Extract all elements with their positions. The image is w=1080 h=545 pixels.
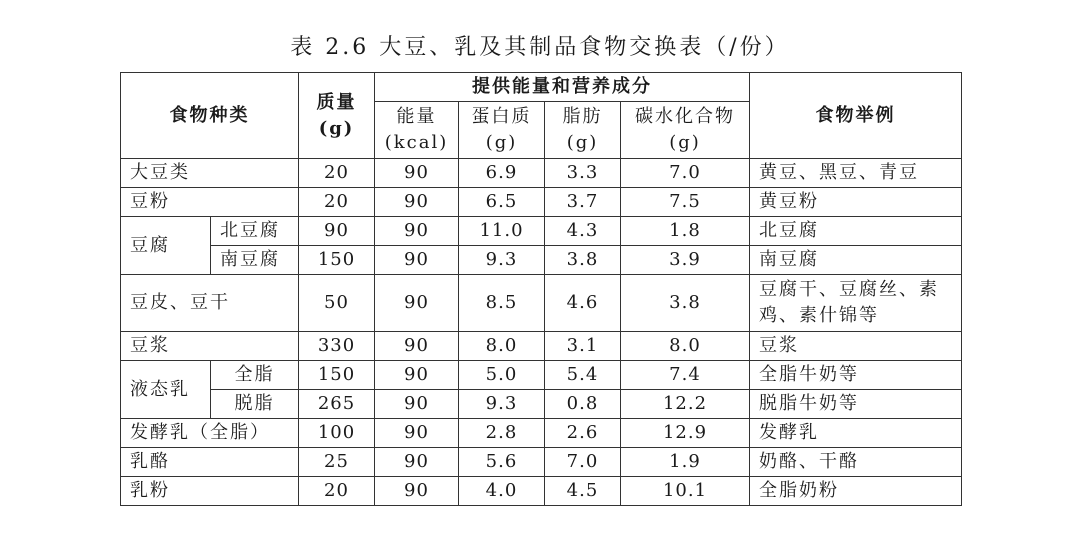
row-protein: 11.0 (459, 217, 545, 246)
header-energy-label: 能量 (396, 106, 437, 127)
table-row (121, 275, 962, 332)
row-carb: 7.0 (621, 159, 750, 188)
row-mass: 150 (299, 246, 375, 275)
header-fat-label: 脂肪 (562, 106, 603, 127)
row-carb: 3.8 (621, 275, 750, 332)
header-nutrition-group: 提供能量和营养成分 (375, 73, 750, 102)
row-protein: 5.6 (459, 448, 545, 477)
row-fat: 3.1 (545, 332, 621, 361)
header-carb-unit: (g) (669, 132, 701, 153)
header-carb-label: 碳水化合物 (635, 106, 735, 127)
row-protein: 9.3 (459, 246, 545, 275)
table-row (121, 361, 962, 390)
row-energy: 90 (375, 246, 459, 275)
header-mass (299, 73, 375, 159)
row-protein: 6.5 (459, 188, 545, 217)
row-example: 豆浆 (750, 332, 962, 361)
header-mass-label: 质量 (316, 91, 357, 113)
row-example: 黄豆粉 (750, 188, 962, 217)
row-subname: 全脂 (211, 361, 299, 390)
header-fat (545, 102, 621, 159)
row-fat: 7.0 (545, 448, 621, 477)
row-mass: 150 (299, 361, 375, 390)
row-subname: 南豆腐 (211, 246, 299, 275)
row-carb: 7.5 (621, 188, 750, 217)
row-subname: 脱脂 (211, 390, 299, 419)
header-energy (375, 102, 459, 159)
row-fat: 2.6 (545, 419, 621, 448)
row-mass: 330 (299, 332, 375, 361)
row-energy: 90 (375, 159, 459, 188)
row-fat: 3.8 (545, 246, 621, 275)
row-name: 乳酪 (121, 448, 299, 477)
header-mass-unit: (g) (318, 117, 355, 139)
row-energy: 90 (375, 188, 459, 217)
row-energy: 90 (375, 477, 459, 506)
table-row (121, 477, 962, 506)
row-energy: 90 (375, 419, 459, 448)
row-mass: 25 (299, 448, 375, 477)
header-protein-unit: (g) (485, 132, 518, 153)
table-row (121, 332, 962, 361)
row-example: 南豆腐 (750, 246, 962, 275)
table-row (121, 246, 962, 275)
row-mass: 90 (299, 217, 375, 246)
row-mass: 20 (299, 159, 375, 188)
row-example: 发酵乳 (750, 419, 962, 448)
row-carb: 12.2 (621, 390, 750, 419)
row-mass: 20 (299, 477, 375, 506)
table-caption: 表 2.6 大豆、乳及其制品食物交换表（/份） (290, 35, 790, 60)
row-fat: 0.8 (545, 390, 621, 419)
row-carb: 7.4 (621, 361, 750, 390)
row-fat: 4.3 (545, 217, 621, 246)
row-example-line: 鸡、素什锦等 (759, 305, 879, 326)
row-energy: 90 (375, 332, 459, 361)
row-example: 黄豆、黑豆、青豆 (750, 159, 962, 188)
row-example: 北豆腐 (750, 217, 962, 246)
header-examples: 食物举例 (750, 73, 962, 159)
table-row (121, 188, 962, 217)
row-protein: 6.9 (459, 159, 545, 188)
row-fat: 3.7 (545, 188, 621, 217)
table-row (121, 159, 962, 188)
header-carb (621, 102, 750, 159)
header-protein (459, 102, 545, 159)
table-row (121, 419, 962, 448)
row-protein: 9.3 (459, 390, 545, 419)
row-protein: 5.0 (459, 361, 545, 390)
row-mass: 20 (299, 188, 375, 217)
row-energy: 90 (375, 275, 459, 332)
food-exchange-table (120, 72, 962, 506)
header-fat-unit: (g) (566, 132, 599, 153)
row-protein: 4.0 (459, 477, 545, 506)
row-example: 奶酪、干酪 (750, 448, 962, 477)
row-mass: 50 (299, 275, 375, 332)
table-row (121, 390, 962, 419)
row-carb: 12.9 (621, 419, 750, 448)
row-protein: 8.0 (459, 332, 545, 361)
header-energy-unit: (kcal) (384, 132, 449, 153)
row-fat: 4.6 (545, 275, 621, 332)
row-group-name: 液态乳 (121, 361, 211, 419)
row-energy: 90 (375, 390, 459, 419)
row-energy: 90 (375, 217, 459, 246)
row-carb: 3.9 (621, 246, 750, 275)
row-name: 乳粉 (121, 477, 299, 506)
row-fat: 3.3 (545, 159, 621, 188)
table-row (121, 217, 962, 246)
row-protein: 8.5 (459, 275, 545, 332)
row-mass: 265 (299, 390, 375, 419)
header-protein-label: 蛋白质 (471, 106, 532, 127)
table-row (121, 448, 962, 477)
row-example: 全脂奶粉 (750, 477, 962, 506)
row-name: 豆浆 (121, 332, 299, 361)
row-mass: 100 (299, 419, 375, 448)
row-protein: 2.8 (459, 419, 545, 448)
row-example: 全脂牛奶等 (750, 361, 962, 390)
row-example (750, 275, 962, 332)
row-carb: 8.0 (621, 332, 750, 361)
row-group-name: 豆腐 (121, 217, 211, 275)
row-fat: 4.5 (545, 477, 621, 506)
row-example: 脱脂牛奶等 (750, 390, 962, 419)
row-subname: 北豆腐 (211, 217, 299, 246)
header-category: 食物种类 (121, 73, 299, 159)
row-name: 发酵乳（全脂） (121, 419, 299, 448)
row-energy: 90 (375, 448, 459, 477)
row-energy: 90 (375, 361, 459, 390)
row-fat: 5.4 (545, 361, 621, 390)
row-example-line: 豆腐干、豆腐丝、素 (759, 279, 939, 300)
row-carb: 10.1 (621, 477, 750, 506)
row-name: 豆皮、豆干 (121, 275, 299, 332)
row-carb: 1.9 (621, 448, 750, 477)
row-carb: 1.8 (621, 217, 750, 246)
row-name: 大豆类 (121, 159, 299, 188)
row-name: 豆粉 (121, 188, 299, 217)
